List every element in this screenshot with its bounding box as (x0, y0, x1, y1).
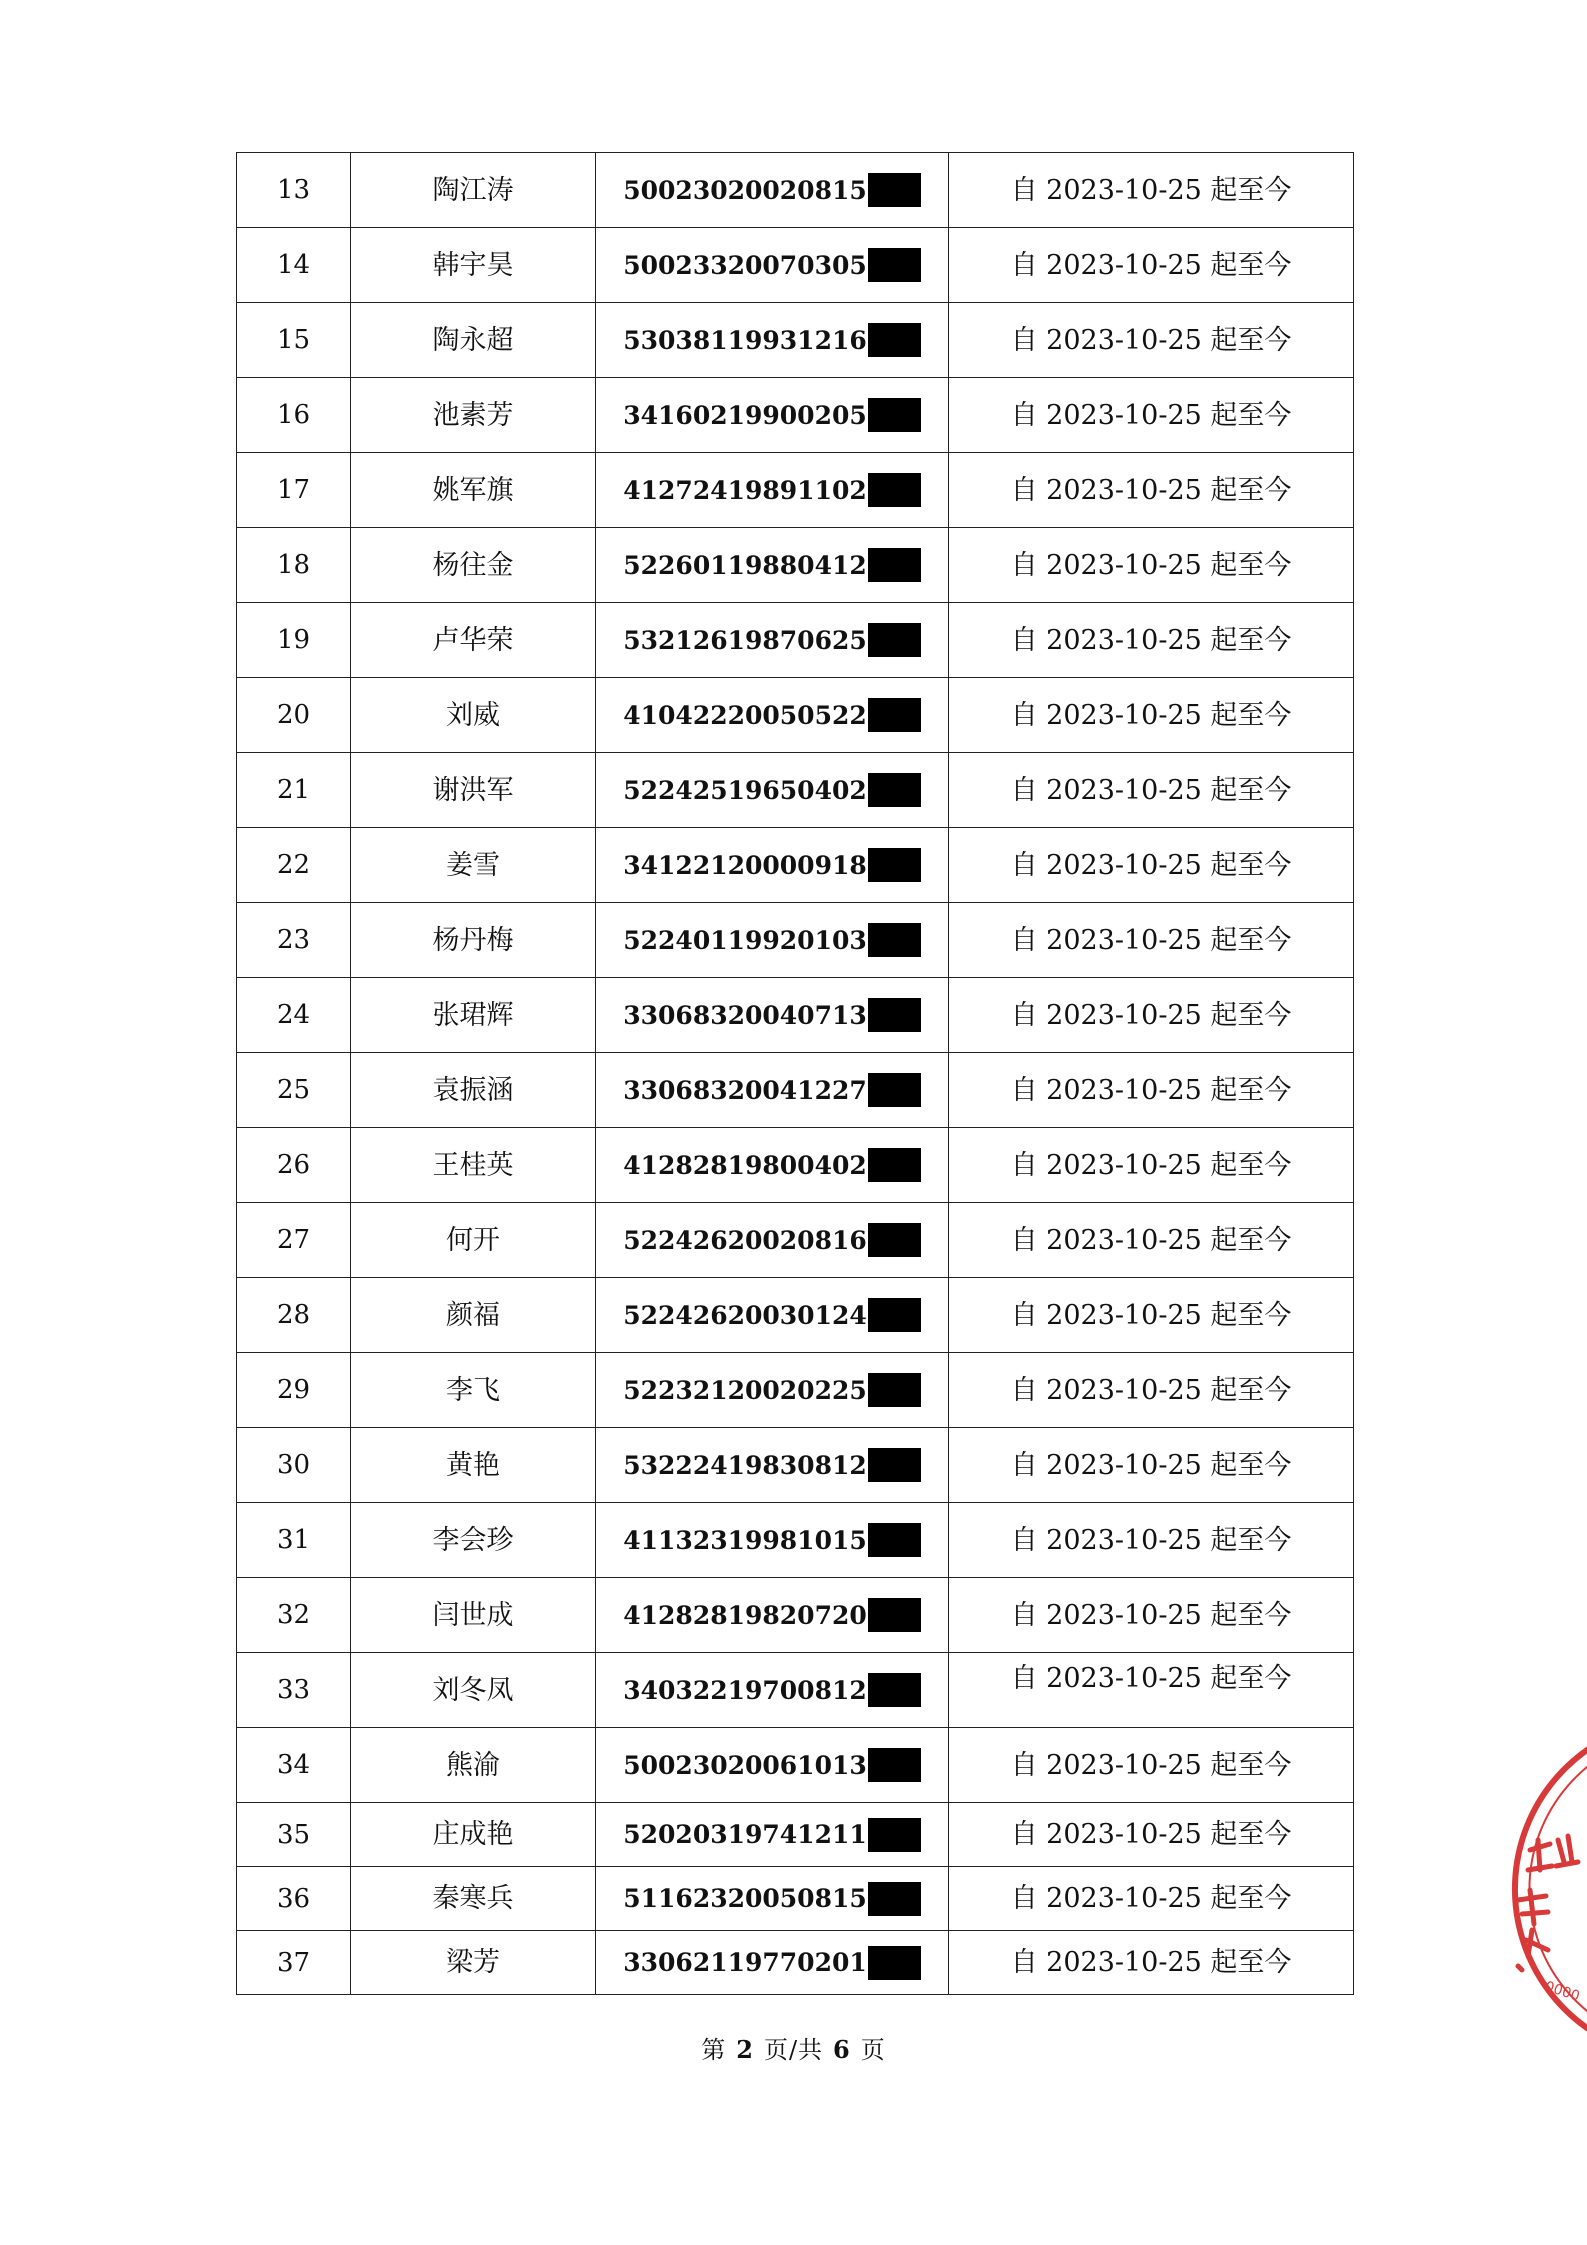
redaction-block (868, 1298, 921, 1332)
redaction-block (868, 1223, 921, 1257)
table-row (237, 978, 1354, 1053)
row-id-number-cell (596, 1728, 949, 1803)
row-name: 杨丹梅 (351, 903, 596, 978)
row-id-number-cell (596, 903, 949, 978)
table-row (237, 1353, 1354, 1428)
row-sequence: 22 (237, 828, 351, 903)
redaction-block (868, 773, 921, 807)
row-period: 自 2023-10-25 起至今 (949, 753, 1354, 828)
redaction-block (868, 1598, 921, 1632)
table-row (237, 378, 1354, 453)
table-row (237, 1128, 1354, 1203)
row-period: 自 2023-10-25 起至今 (949, 678, 1354, 753)
row-id-number: 53222419830812 (623, 1450, 867, 1480)
redaction-block (868, 998, 921, 1032)
row-name: 闫世成 (351, 1578, 596, 1653)
redaction-block (868, 1748, 921, 1782)
row-id-number: 41132319981015 (623, 1525, 867, 1555)
row-sequence: 29 (237, 1353, 351, 1428)
row-name: 王桂英 (351, 1128, 596, 1203)
row-period: 自 2023-10-25 起至今 (949, 1128, 1354, 1203)
row-id-number-cell (596, 1053, 949, 1128)
row-id-number: 52242620030124 (623, 1300, 867, 1330)
redaction-block (868, 923, 921, 957)
page-footer (0, 2030, 1587, 2065)
row-id-number-cell (596, 1428, 949, 1503)
table-row (237, 753, 1354, 828)
row-name: 庄成艳 (351, 1803, 596, 1867)
redaction-block (868, 548, 921, 582)
row-id-number-cell (596, 1931, 949, 1995)
row-sequence: 33 (237, 1653, 351, 1728)
redaction-block (868, 1818, 921, 1852)
row-id-number: 52232120020225 (623, 1375, 867, 1405)
footer-suffix: 页 (860, 2036, 886, 2064)
table-row (237, 1053, 1354, 1128)
footer-middle: 页/共 (763, 2036, 824, 2064)
row-sequence: 21 (237, 753, 351, 828)
table-row (237, 1578, 1354, 1653)
redaction-block (868, 698, 921, 732)
row-period: 自 2023-10-25 起至今 (949, 153, 1354, 228)
row-period: 自 2023-10-25 起至今 (949, 303, 1354, 378)
row-sequence: 16 (237, 378, 351, 453)
row-id-number: 34160219900205 (623, 400, 867, 430)
row-id-number: 50023020020815 (623, 175, 867, 205)
row-name: 熊渝 (351, 1728, 596, 1803)
redaction-block (868, 323, 921, 357)
row-period: 自 2023-10-25 起至今 (949, 1278, 1354, 1353)
row-id-number-cell (596, 1867, 949, 1931)
row-sequence: 28 (237, 1278, 351, 1353)
row-sequence: 24 (237, 978, 351, 1053)
row-id-number: 33062119770201 (623, 1948, 867, 1977)
row-id-number: 50023020061013 (623, 1750, 867, 1780)
personnel-table (236, 152, 1354, 1995)
redaction-block (868, 248, 921, 282)
table-row (237, 1278, 1354, 1353)
table-row (237, 1803, 1354, 1867)
row-id-number: 34032219700812 (623, 1675, 867, 1705)
row-sequence: 19 (237, 603, 351, 678)
row-name: 刘冬凤 (351, 1653, 596, 1728)
row-id-number-cell (596, 453, 949, 528)
redaction-block (868, 1523, 921, 1557)
row-name: 韩宇昊 (351, 228, 596, 303)
row-id-number: 33068320041227 (623, 1075, 867, 1105)
row-id-number-cell (596, 378, 949, 453)
row-id-number: 41282819820720 (623, 1600, 867, 1630)
table-row (237, 153, 1354, 228)
row-period: 自 2023-10-25 起至今 (949, 978, 1354, 1053)
redaction-block (868, 1373, 921, 1407)
row-id-number-cell (596, 528, 949, 603)
table-row (237, 1931, 1354, 1995)
row-period: 自 2023-10-25 起至今 (949, 378, 1354, 453)
redaction-block (868, 1448, 921, 1482)
row-name: 李飞 (351, 1353, 596, 1428)
row-name: 黄艳 (351, 1428, 596, 1503)
official-seal (1508, 1690, 1587, 2080)
table-row (237, 1867, 1354, 1931)
row-id-number: 53038119931216 (623, 325, 867, 355)
row-id-number-cell (596, 1503, 949, 1578)
row-name: 陶永超 (351, 303, 596, 378)
footer-total-pages: 6 (833, 2035, 851, 2064)
row-id-number-cell (596, 1578, 949, 1653)
seal-serial-text: 0000 (1542, 1978, 1582, 2005)
row-id-number-cell (596, 603, 949, 678)
row-sequence: 25 (237, 1053, 351, 1128)
seal-char-stroke (1518, 1890, 1548, 1924)
redaction-block (868, 1882, 921, 1916)
table-row (237, 303, 1354, 378)
row-period: 自 2023-10-25 起至今 (949, 1728, 1354, 1803)
row-sequence: 20 (237, 678, 351, 753)
row-sequence: 27 (237, 1203, 351, 1278)
row-id-number-cell (596, 153, 949, 228)
row-id-number: 41272419891102 (623, 475, 867, 505)
seal-char-stroke (1556, 1836, 1578, 1866)
row-period: 自 2023-10-25 起至今 (949, 1203, 1354, 1278)
row-period: 自 2023-10-25 起至今 (949, 828, 1354, 903)
row-name: 卢华荣 (351, 603, 596, 678)
redaction-block (868, 398, 921, 432)
row-sequence: 32 (237, 1578, 351, 1653)
row-id-number-cell (596, 1353, 949, 1428)
table-row (237, 1203, 1354, 1278)
row-name: 李会珍 (351, 1503, 596, 1578)
row-name: 谢洪军 (351, 753, 596, 828)
seal-char-stroke (1526, 1930, 1548, 1956)
row-sequence: 17 (237, 453, 351, 528)
row-id-number: 52242519650402 (623, 775, 867, 805)
row-sequence: 35 (237, 1803, 351, 1867)
redaction-block (868, 173, 921, 207)
row-sequence: 31 (237, 1503, 351, 1578)
row-name: 刘威 (351, 678, 596, 753)
row-period: 自 2023-10-25 起至今 (949, 1653, 1354, 1728)
row-id-number: 34122120000918 (623, 850, 867, 880)
table-row (237, 678, 1354, 753)
row-name: 姜雪 (351, 828, 596, 903)
row-id-number-cell (596, 1653, 949, 1728)
row-id-number: 33068320040713 (623, 1000, 867, 1030)
footer-page-number: 2 (736, 2035, 754, 2064)
row-name: 梁芳 (351, 1931, 596, 1995)
row-period: 自 2023-10-25 起至今 (949, 453, 1354, 528)
row-sequence: 26 (237, 1128, 351, 1203)
row-id-number: 52020319741211 (623, 1820, 867, 1849)
row-id-number-cell (596, 1203, 949, 1278)
row-period: 自 2023-10-25 起至今 (949, 1503, 1354, 1578)
table-row (237, 1728, 1354, 1803)
row-sequence: 18 (237, 528, 351, 603)
row-name: 袁振涵 (351, 1053, 596, 1128)
row-id-number: 41282819800402 (623, 1150, 867, 1180)
table-row (237, 1428, 1354, 1503)
personnel-table-body (237, 153, 1354, 1995)
row-id-number: 52240119920103 (623, 925, 867, 955)
row-id-number-cell (596, 303, 949, 378)
row-id-number: 41042220050522 (623, 700, 867, 730)
row-sequence: 15 (237, 303, 351, 378)
redaction-block (868, 1148, 921, 1182)
row-id-number: 52260119880412 (623, 550, 867, 580)
row-period: 自 2023-10-25 起至今 (949, 1578, 1354, 1653)
row-id-number-cell (596, 978, 949, 1053)
row-period: 自 2023-10-25 起至今 (949, 1931, 1354, 1995)
row-period: 自 2023-10-25 起至今 (949, 1867, 1354, 1931)
row-name: 杨往金 (351, 528, 596, 603)
row-name: 姚军旗 (351, 453, 596, 528)
table-row (237, 1503, 1354, 1578)
seal-mark (1518, 1966, 1522, 1970)
row-sequence: 37 (237, 1931, 351, 1995)
row-id-number: 52242620020816 (623, 1225, 867, 1255)
redaction-block (868, 473, 921, 507)
table-row (237, 453, 1354, 528)
redaction-block (868, 1673, 921, 1707)
table-row (237, 1653, 1354, 1728)
row-period: 自 2023-10-25 起至今 (949, 903, 1354, 978)
row-sequence: 14 (237, 228, 351, 303)
row-id-number: 53212619870625 (623, 625, 867, 655)
table-row (237, 903, 1354, 978)
redaction-block (868, 1073, 921, 1107)
row-sequence: 23 (237, 903, 351, 978)
row-name: 颜福 (351, 1278, 596, 1353)
row-name: 秦寒兵 (351, 1867, 596, 1931)
redaction-block (868, 1946, 921, 1980)
row-name: 池素芳 (351, 378, 596, 453)
row-name: 陶江涛 (351, 153, 596, 228)
row-id-number-cell (596, 228, 949, 303)
redaction-block (868, 623, 921, 657)
row-name: 何开 (351, 1203, 596, 1278)
table-row (237, 528, 1354, 603)
table-row (237, 228, 1354, 303)
row-period: 自 2023-10-25 起至今 (949, 1428, 1354, 1503)
row-period: 自 2023-10-25 起至今 (949, 603, 1354, 678)
row-period: 自 2023-10-25 起至今 (949, 1053, 1354, 1128)
row-sequence: 34 (237, 1728, 351, 1803)
row-period: 自 2023-10-25 起至今 (949, 1353, 1354, 1428)
row-id-number-cell (596, 753, 949, 828)
row-name: 张珺辉 (351, 978, 596, 1053)
row-period: 自 2023-10-25 起至今 (949, 1803, 1354, 1867)
row-period: 自 2023-10-25 起至今 (949, 528, 1354, 603)
table-row (237, 828, 1354, 903)
row-id-number-cell (596, 828, 949, 903)
table-row (237, 603, 1354, 678)
row-id-number-cell (596, 678, 949, 753)
footer-prefix: 第 (701, 2036, 727, 2064)
redaction-block (868, 848, 921, 882)
row-id-number-cell (596, 1803, 949, 1867)
row-id-number: 50023320070305 (623, 250, 867, 280)
row-sequence: 36 (237, 1867, 351, 1931)
row-sequence: 13 (237, 153, 351, 228)
row-id-number-cell (596, 1128, 949, 1203)
row-id-number: 51162320050815 (623, 1884, 867, 1913)
row-period: 自 2023-10-25 起至今 (949, 228, 1354, 303)
row-sequence: 30 (237, 1428, 351, 1503)
row-id-number-cell (596, 1278, 949, 1353)
